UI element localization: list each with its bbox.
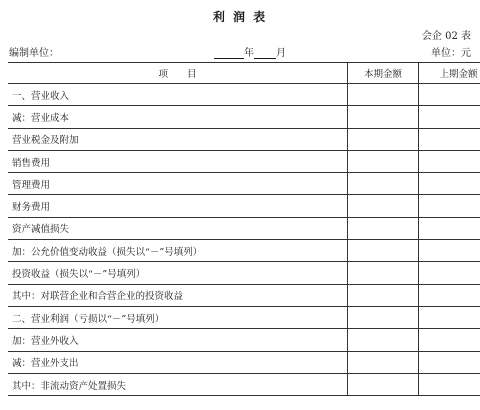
table-row [8,195,480,217]
table-row [8,351,480,373]
row-current-amount [348,195,419,217]
form-code: 会企 02 表 [421,31,471,42]
period-field [214,44,286,59]
row-current-amount [348,306,419,328]
row-previous-amount [419,150,480,172]
row-label: 资产减值损失 [8,217,348,239]
row-previous-amount [419,306,480,328]
table-row [8,84,480,106]
row-previous-amount [419,284,480,306]
table-row [8,128,480,150]
row-current-amount [348,173,419,195]
row-previous-amount [419,195,480,217]
org-label: 编制单位： [9,48,59,59]
statement-title: 利 润 表 [212,10,268,24]
row-previous-amount [419,106,480,128]
table-row [8,284,480,306]
table-row [8,217,480,239]
row-previous-amount [419,173,480,195]
row-previous-amount [419,329,480,351]
table-row [8,106,480,128]
row-label: 减：营业外支出 [8,351,348,373]
row-previous-amount [419,240,480,262]
row-current-amount [348,217,419,239]
income-statement-table [8,62,480,396]
row-label: 投资收益（损失以“－”号填列） [8,262,348,284]
row-label: 营业税金及附加 [8,128,348,150]
row-current-amount [348,373,419,395]
row-label: 一、营业收入 [8,84,348,106]
row-label: 减：营业成本 [8,106,348,128]
row-previous-amount [419,128,480,150]
row-current-amount [348,84,419,106]
table-row [8,240,480,262]
row-current-amount [348,150,419,172]
unit-label: 单位：元 [431,48,471,59]
row-current-amount [348,284,419,306]
row-current-amount [348,128,419,150]
row-current-amount [348,106,419,128]
table-row [8,306,480,328]
row-label: 销售费用 [8,150,348,172]
row-label: 二、营业利润（亏损以“－”号填列） [8,306,348,328]
row-label: 加：营业外收入 [8,329,348,351]
row-previous-amount [419,351,480,373]
row-label: 加：公允价值变动收益（损失以“－”号填列） [8,240,348,262]
row-previous-amount [419,262,480,284]
table-row [8,262,480,284]
year-label: 年 [244,48,254,59]
table-row [8,329,480,351]
column-header-current: 本期金额 [348,63,419,84]
row-label: 管理费用 [8,173,348,195]
row-previous-amount [419,217,480,239]
row-label: 财务费用 [8,195,348,217]
row-label: 其中：对联营企业和合营企业的投资收益 [8,284,348,306]
month-blank [254,48,276,59]
month-label: 月 [276,48,286,59]
table-row [8,173,480,195]
row-current-amount [348,329,419,351]
row-label: 其中：非流动资产处置损失 [8,373,348,395]
column-header-item: 项 目 [8,63,348,84]
row-current-amount [348,351,419,373]
table-row [8,150,480,172]
row-previous-amount [419,373,480,395]
row-current-amount [348,240,419,262]
row-previous-amount [419,84,480,106]
row-current-amount [348,262,419,284]
year-blank [214,48,244,59]
table-header-row [8,63,480,84]
column-header-previous: 上期金额 [419,63,480,84]
table-row [8,373,480,395]
meta-row [9,44,471,58]
